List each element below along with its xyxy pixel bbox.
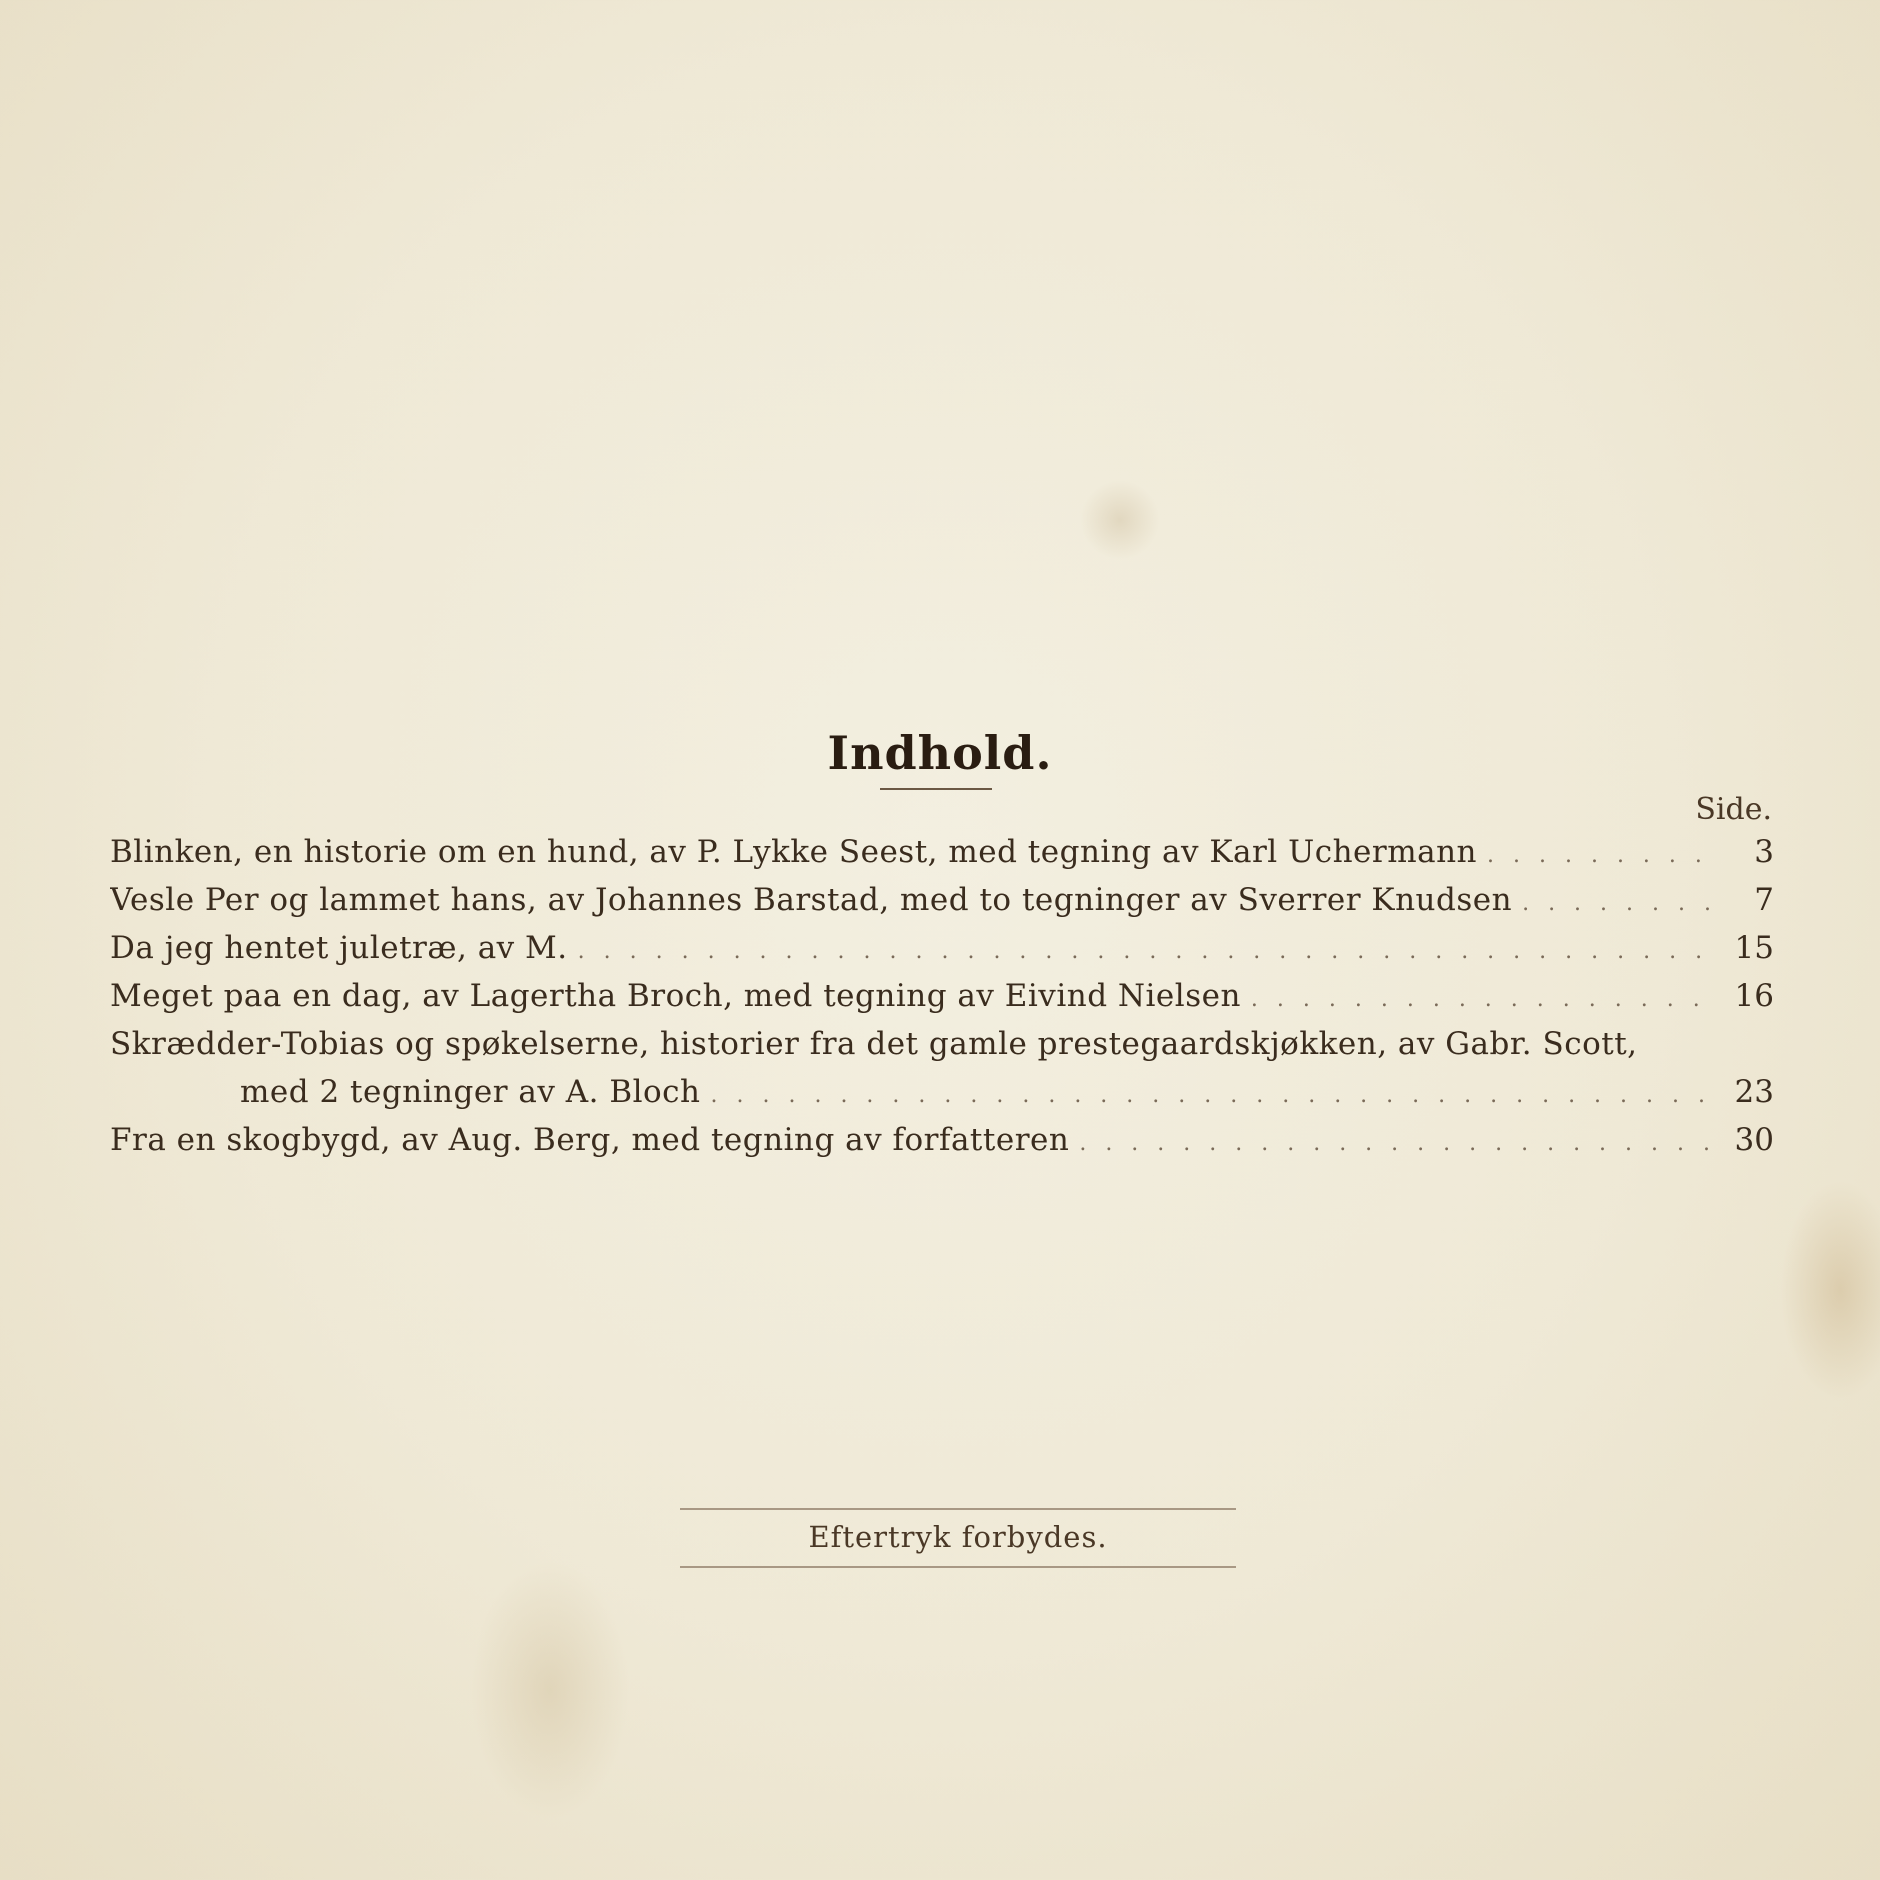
toc-entry-page: 3 — [1754, 834, 1774, 870]
toc-entry — [110, 1020, 1774, 1116]
toc-entry — [110, 876, 1774, 924]
toc-entry-title: Da jeg hentet juletræ, av M. — [110, 930, 568, 966]
toc-entry-title: Meget paa en dag, av Lagertha Broch, med tegning av Eivind Nielsen — [110, 978, 1241, 1014]
toc-entry-title: Fra en skogbygd, av Aug. Berg, med tegning av forfatteren — [110, 1122, 1070, 1158]
dot-leader — [1487, 832, 1712, 876]
toc-entry — [110, 828, 1774, 876]
toc-entry-title: Vesle Per og lammet hans, av Johannes Barstad, med to tegninger av Sverrer Knudsen — [110, 882, 1513, 918]
toc-entry — [110, 972, 1774, 1020]
page-column-header: Side. — [1695, 792, 1772, 827]
footer-note: Eftertryk forbydes. — [808, 1520, 1108, 1554]
toc-entry — [110, 1116, 1774, 1164]
paper-stain — [470, 1560, 630, 1820]
footer-rule-bottom — [680, 1566, 1236, 1568]
toc-entry — [110, 924, 1774, 972]
dot-leader — [1251, 976, 1712, 1020]
toc-entry-page: 16 — [1734, 978, 1774, 1014]
toc-entry-title: Blinken, en historie om en hund, av P. Lykke Seest, med tegning av Karl Uchermann — [110, 834, 1478, 870]
toc-entry-page: 7 — [1754, 882, 1774, 918]
toc-entry-page: 30 — [1734, 1122, 1774, 1158]
paper-stain — [1780, 1180, 1880, 1400]
toc-entry-title: Skrædder-Tobias og spøkelserne, historier fra det gamle prestegaardskjøkken, av Gabr. Scott, — [110, 1026, 1638, 1062]
dot-leader — [578, 928, 1712, 972]
paper-stain — [1080, 480, 1160, 560]
toc-entry-page: 23 — [1734, 1074, 1774, 1110]
table-of-contents — [110, 828, 1774, 1164]
page-title: Indhold. — [827, 725, 1053, 780]
title-divider — [880, 788, 992, 790]
dot-leader — [1522, 880, 1712, 924]
toc-entry-page: 15 — [1734, 930, 1774, 966]
dot-leader — [711, 1072, 1712, 1116]
toc-entry-continuation: med 2 tegninger av A. Bloch — [240, 1074, 701, 1110]
footer-rule-top — [680, 1508, 1236, 1510]
dot-leader — [1079, 1120, 1712, 1164]
